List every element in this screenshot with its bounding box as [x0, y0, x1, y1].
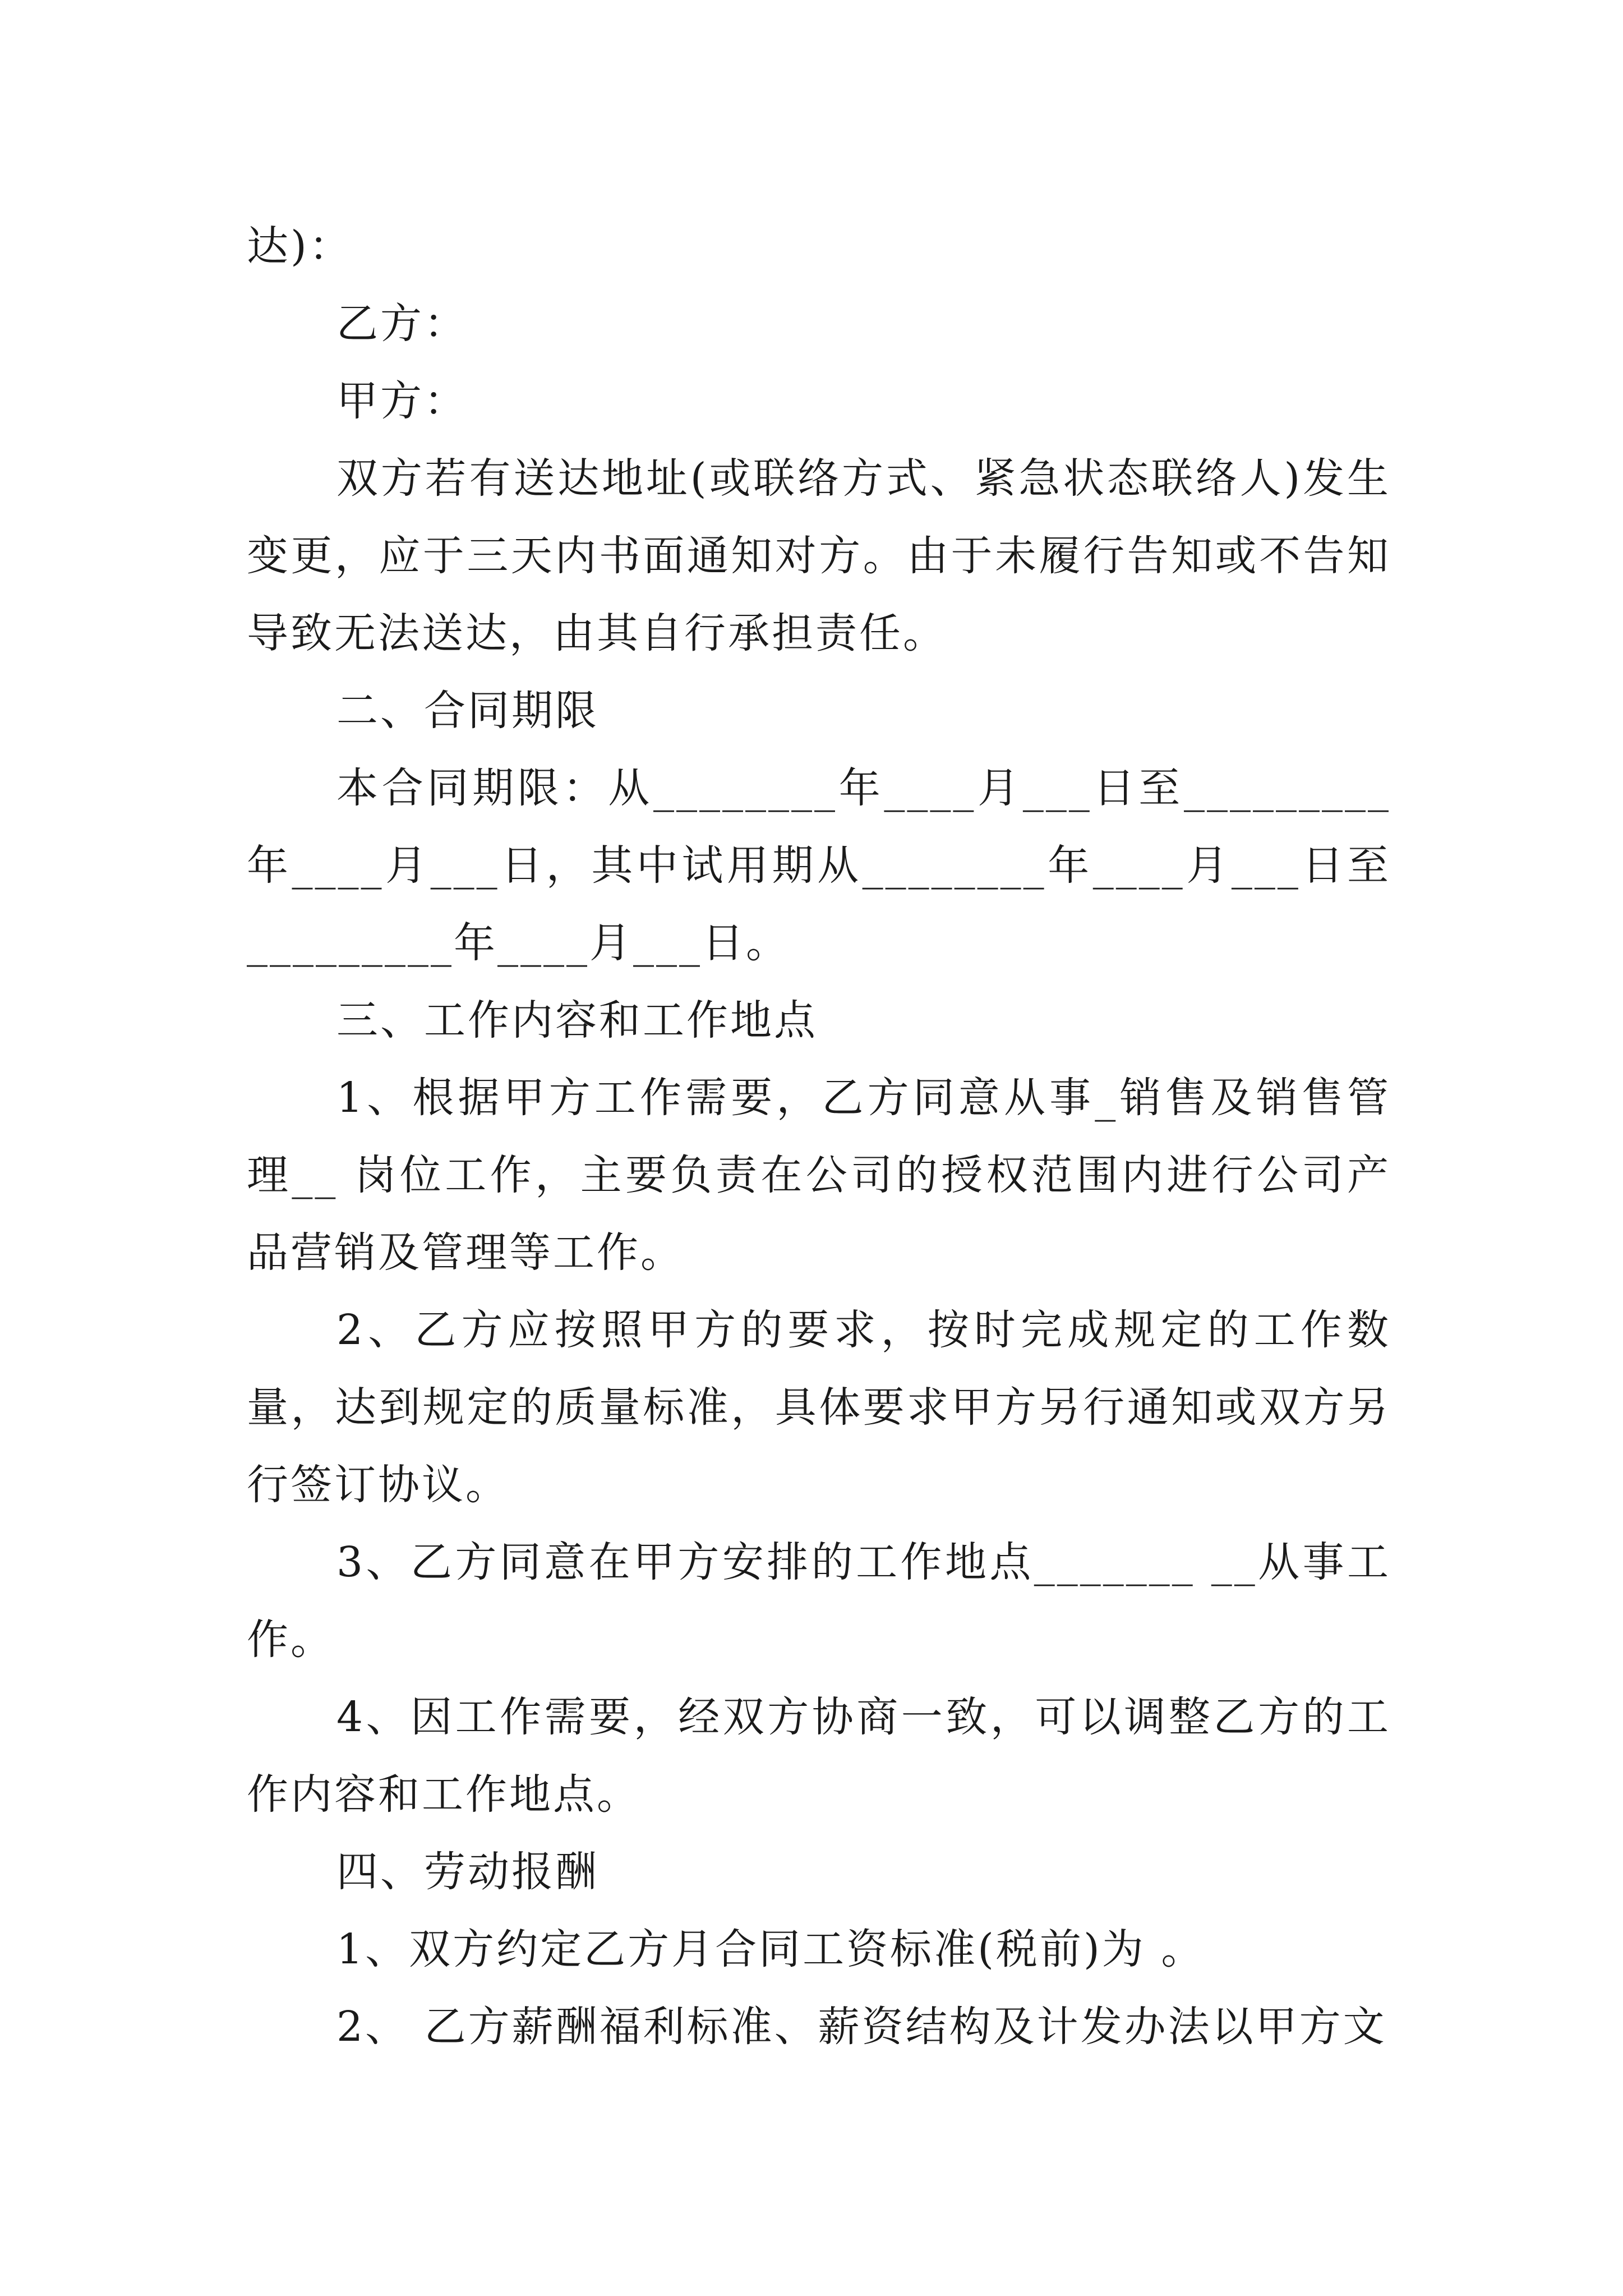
- paragraph-address-change: 双方若有送达地址(或联络方式、紧急状态联络人)发生变更，应于三天内书面通知对方。由于未履行告知或不告知导致无法送达，由其自行承担责任。: [247, 454, 1391, 657]
- section-heading-contract-term: 二、合同期限: [336, 687, 599, 735]
- paragraph-remuneration-1: 1、双方约定乙方月合同工资标准(税前)为 。: [336, 1925, 1205, 1973]
- document-body: [247, 208, 1391, 2065]
- paragraph-work-content-1: 1、根据甲方工作需要，乙方同意从事_销售及销售管理__ 岗位工作，主要负责在公司的授权范围内进行公司产品营销及管理等工作。: [247, 1074, 1391, 1277]
- section-heading-remuneration: 四、劳动报酬: [336, 1848, 599, 1896]
- paragraph-work-content-4: 4、因工作需要，经双方协商一致，可以调整乙方的工作内容和工作地点。: [247, 1693, 1391, 1819]
- paragraph-party-a: 甲方：: [336, 377, 468, 425]
- section-heading-work-content: 三、工作内容和工作地点: [336, 996, 818, 1045]
- paragraph-work-content-3: 3、乙方同意在甲方安排的工作地点_______ __从事工作。: [247, 1538, 1391, 1664]
- paragraph-delivery-end: 达)：: [247, 222, 353, 270]
- paragraph-work-content-2: 2、乙方应按照甲方的要求，按时完成规定的工作数量，达到规定的质量标准，具体要求甲方另行通知或双方另行签订协议。: [247, 1306, 1391, 1509]
- paragraph-party-b: 乙方：: [336, 300, 468, 348]
- paragraph-remuneration-2: 2、 乙方薪酬福利标准、薪资结构及计发办法以甲方文: [336, 2003, 1387, 2051]
- paragraph-contract-term: 本合同期限：从________年____月___日至_________年____月___日，其中试用期从________年____月___日至_________年____月___日。: [247, 764, 1391, 967]
